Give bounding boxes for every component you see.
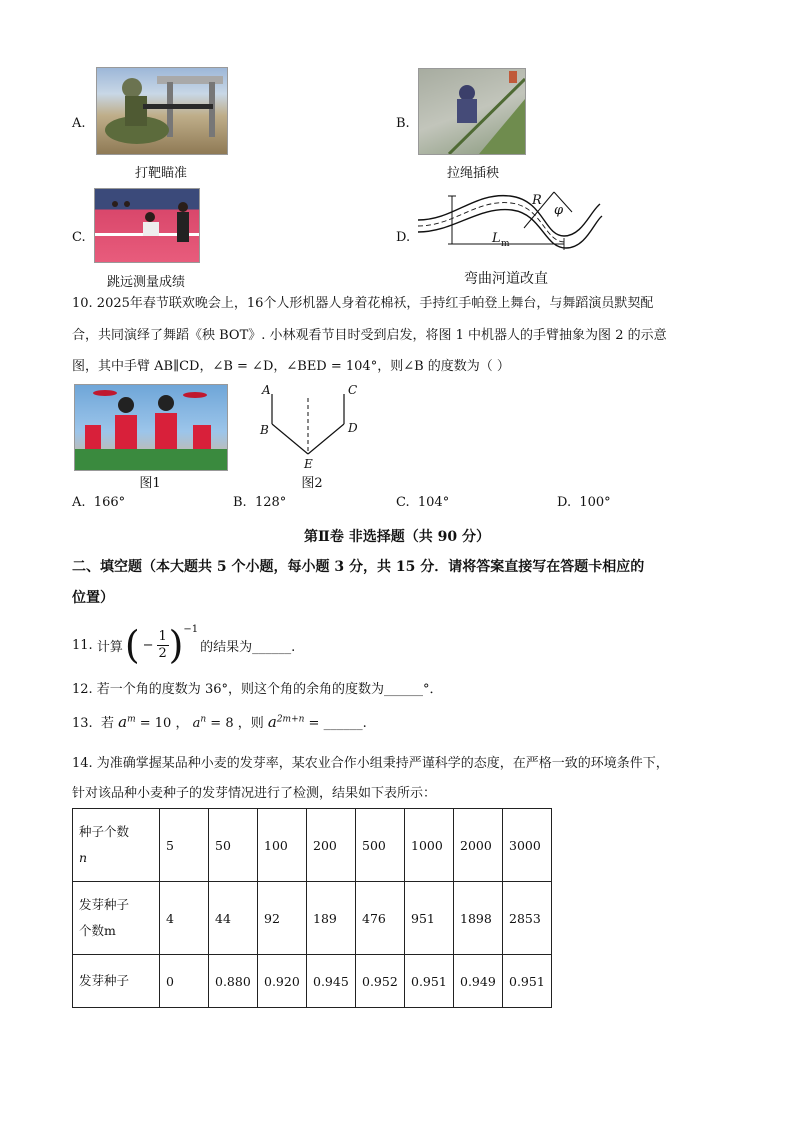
option-c-letter: C.	[72, 230, 86, 245]
option-b-letter: B.	[396, 116, 410, 131]
section-title: 第Ⅱ卷 非选择题（共 90 分）	[304, 529, 490, 545]
figure1-caption: 图1	[139, 476, 161, 491]
choice-value: 166°	[93, 495, 126, 510]
table-cell: 500	[356, 809, 405, 882]
table-row	[73, 882, 552, 955]
point-A: A	[262, 383, 271, 397]
table-cell: 1898	[454, 882, 503, 955]
table-cell: 476	[356, 882, 405, 955]
fraction-denominator: 2	[158, 645, 167, 661]
table-cell: 0.951	[405, 955, 454, 1008]
var-a: a	[267, 713, 277, 731]
eq-blank: = ______.	[304, 716, 367, 731]
q11-minus: −	[142, 637, 154, 653]
part2-heading-line2: 位置）	[72, 590, 114, 606]
river-diagram	[414, 186, 604, 262]
point-B: B	[260, 423, 269, 437]
q11-exponent: −1	[183, 624, 199, 635]
point-D: D	[348, 421, 358, 435]
table-cell: 44	[209, 882, 258, 955]
table-cell: 189	[307, 882, 356, 955]
table-cell: 0.945	[307, 955, 356, 1008]
row-header-rate: 发芽种子	[73, 955, 160, 1008]
table-cell: 4	[160, 882, 209, 955]
q10-choice-a[interactable]	[72, 495, 125, 510]
q13-text-a: 若	[100, 716, 114, 731]
table-cell: 0	[160, 955, 209, 1008]
table-cell: 0.949	[454, 955, 503, 1008]
river-label-phi: φ	[554, 203, 564, 218]
q10-choice-d[interactable]	[557, 495, 611, 510]
q11-prefix: 计算	[96, 639, 123, 655]
choice-value: 104°	[417, 495, 450, 510]
table-cell: 5	[160, 809, 209, 882]
figure2-caption: 图2	[301, 476, 323, 491]
table-cell: 0.952	[356, 955, 405, 1008]
choice-letter: B.	[233, 495, 247, 510]
rice-planting-photo	[418, 68, 526, 155]
fraction	[157, 629, 169, 662]
question-12: 12. 若一个角的度数为 36°，则这个角的余角的度数为______°．	[72, 682, 443, 697]
q13-number: 13.	[72, 716, 93, 731]
q10-line-1: 10. 2025年春节联欢晚会上，16个人形机器人身着花棉袄，手持红手帕登上舞台，与舞蹈演员默契配	[72, 296, 654, 311]
table-cell: 2000	[454, 809, 503, 882]
table-cell: 0.951	[503, 955, 552, 1008]
germination-table	[72, 808, 552, 1008]
option-b-caption: 拉绳插秧	[446, 166, 499, 181]
table-cell: 951	[405, 882, 454, 955]
table-row	[73, 955, 552, 1008]
option-a-letter: A.	[72, 116, 86, 131]
point-E: E	[304, 457, 313, 471]
q11-suffix: 的结果为______.	[200, 639, 296, 655]
arm-diagram	[256, 380, 366, 472]
q10-line-2: 合，共同演绎了舞蹈《秧 BOT》. 小林观看节目时受到启发，将图 1 中机器人的手臂抽象为图 2 的示意	[72, 328, 667, 343]
exp-m: m	[127, 714, 136, 725]
table-cell: 3000	[503, 809, 552, 882]
table-cell: 0.880	[209, 955, 258, 1008]
choice-letter: C.	[396, 495, 410, 510]
robot-dance-photo	[74, 384, 228, 471]
question-13	[72, 712, 367, 731]
point-C: C	[348, 383, 358, 397]
table-cell: 92	[258, 882, 307, 955]
eq-10: = 10 ，	[135, 716, 189, 731]
exp-n: n	[200, 714, 207, 725]
long-jump-photo	[94, 188, 200, 263]
table-cell: 200	[307, 809, 356, 882]
table-row	[73, 809, 552, 882]
left-paren: (	[124, 623, 140, 667]
table-cell: 100	[258, 809, 307, 882]
eq-8: = 8 ，则	[206, 716, 264, 731]
option-d-letter: D.	[396, 230, 411, 245]
table-cell: 50	[209, 809, 258, 882]
exp-2m-n: 2m+n	[276, 714, 305, 725]
table-cell: 0.920	[258, 955, 307, 1008]
question-11	[72, 622, 295, 668]
part2-heading-line1: 二、填空题（本大题共 5 个小题，每小题 3 分，共 15 分．请将答案直接写在答题卡相应的	[72, 559, 645, 575]
choice-letter: D.	[557, 495, 572, 510]
river-label-m: m	[501, 239, 510, 249]
fraction-numerator: 1	[158, 628, 167, 644]
table-cell: 1000	[405, 809, 454, 882]
q14-line-1: 14. 为准确掌握某品种小麦的发芽率，某农业合作小组秉持严谨科学的态度，在严格一致的环境条件下，	[72, 756, 669, 771]
river-label-R: R	[532, 193, 542, 208]
q10-choice-c[interactable]	[396, 495, 449, 510]
q10-line-3: 图，其中手臂 AB∥CD，∠B = ∠D，∠BED = 104°，则∠B 的度数为（ ）	[72, 359, 510, 374]
choice-value: 128°	[254, 495, 287, 510]
option-d-caption: 弯曲河道改直	[464, 271, 548, 287]
choice-letter: A.	[72, 495, 86, 510]
option-a-caption: 打靶瞄准	[134, 166, 187, 181]
q11-number: 11.	[72, 637, 93, 653]
river-label-L: L	[492, 231, 501, 246]
table-cell: 2853	[503, 882, 552, 955]
q10-choice-b[interactable]	[233, 495, 286, 510]
var-a: a	[118, 713, 128, 731]
option-c-caption: 跳远测量成绩	[106, 275, 185, 290]
choice-value: 100°	[579, 495, 611, 510]
var-a: a	[192, 716, 201, 731]
right-paren: )	[168, 623, 184, 667]
shooting-photo	[96, 67, 228, 155]
q14-line-2: 针对该品种小麦种子的发芽情况进行了检测，结果如下表所示：	[72, 786, 437, 801]
row-header-m: 发芽种子 个数m	[73, 882, 160, 955]
row-header-n: 种子个数 n	[73, 809, 160, 882]
